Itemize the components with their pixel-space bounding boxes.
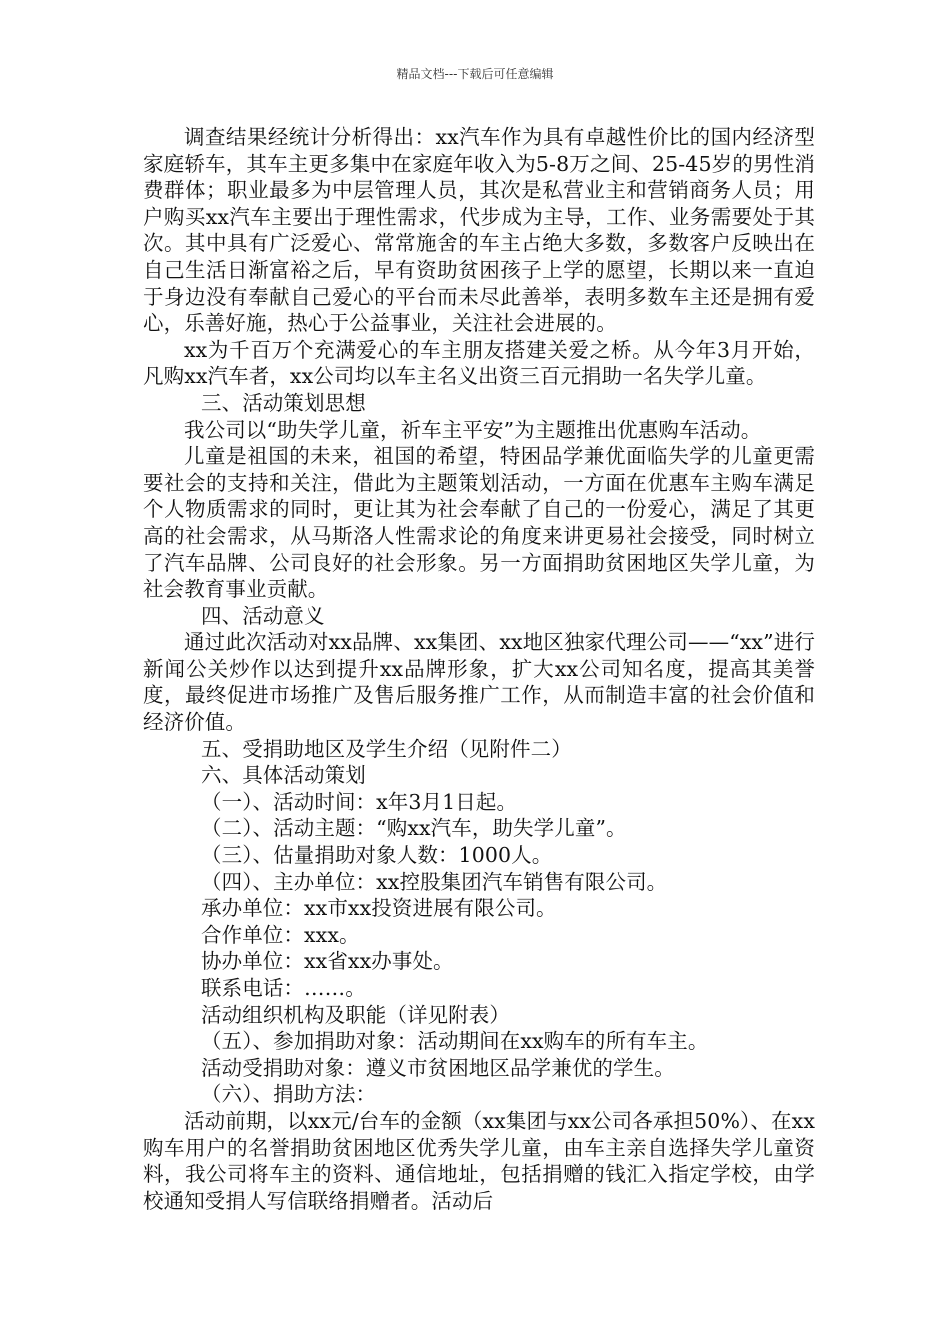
- section-heading-4: 四、活动意义: [201, 603, 325, 628]
- paragraph-donation-process: 活动前期，以xx元/台车的金额（xx集团与xx公司各承担50%）、在xx购车用户的名誉捐助贫困地区优秀失学儿童，由车主亲自选择失学儿童资料，我公司将车主的资料、通信地址，包括捐赠的钱汇入指定学校，由学校通知受捐人写信联络捐赠者。活动后: [143, 1108, 815, 1213]
- list-item-partner: 合作单位：xxx。: [201, 922, 360, 947]
- paragraph-bridge-of-love: xx为千百万个充满爱心的车主朋友搭建关爱之桥。从今年3月开始，凡购xx汽车者，xx公司均以车主名义出资三百元捐助一名失学儿童。: [143, 337, 815, 389]
- list-item-organization: 活动组织机构及职能（详见附表）: [201, 1002, 510, 1027]
- list-item-organizer: （四）、主办单位：xx控股集团汽车销售有限公司。: [201, 869, 668, 894]
- paragraph-survey-results: 调查结果经统计分析得出：xx汽车作为具有卓越性价比的国内经济型家庭轿车，其车主更多集中在家庭年收入为5-8万之间、25-45岁的男性消费群体；职业最多为中层管理人员，其次是私营业主和营销商务人员；用户购买xx汽车主要出于理性需求，代步成为主导，工作、业务需要处于其次。其中具有广泛爱心、常常施舍的车主占绝大多数，多数客户反映出在自己生活日渐富裕之后，早有资助贫困孩子上学的愿望，长期以来一直迫于身边没有奉献自己爱心的平台而未尽此善举，表明多数车主还是拥有爱心，乐善好施，热心于公益事业，关注社会进展的。: [143, 125, 815, 336]
- list-item-activity-theme: （二）、活动主题：“购xx汽车，助失学儿童”。: [201, 816, 627, 841]
- list-item-contact-phone: 联系电话：……。: [201, 976, 366, 1000]
- document-body: [143, 124, 815, 1214]
- section-heading-3: 三、活动策划思想: [201, 390, 366, 415]
- list-item-activity-time: （一）、活动时间：x年3月1日起。: [201, 789, 518, 814]
- list-item-beneficiaries: 活动受捐助对象：遵义市贫困地区品学兼优的学生。: [201, 1055, 675, 1080]
- paragraph-significance: 通过此次活动对xx品牌、xx集团、xx地区独家代理公司——“xx”进行新闻公关炒作以达到提升xx品牌形象，扩大xx公司知名度，提高其美誉度，最终促进市场推广及售后服务推广工作，从而制造丰富的社会价值和经济价值。: [143, 630, 815, 735]
- list-item-recipient-count: （三）、估量捐助对象人数：1000人。: [201, 843, 553, 868]
- list-item-undertaker: 承办单位：xx市xx投资进展有限公司。: [201, 896, 557, 921]
- section-heading-6: 六、具体活动策划: [201, 763, 366, 788]
- page-header: 精品文档---下载后可任意编辑: [396, 67, 554, 81]
- list-item-donation-method: （六）、捐助方法：: [201, 1082, 377, 1107]
- list-item-co-organizer: 协办单位：xx省xx办事处。: [201, 949, 454, 974]
- paragraph-theme: 我公司以“助失学儿童，祈车主平安”为主题推出优惠购车活动。: [184, 417, 762, 442]
- paragraph-children-future: 儿童是祖国的未来，祖国的希望，特困品学兼优面临失学的儿童更需要社会的支持和关注，借此为主题策划活动，一方面在优惠车主购车满足个人物质需求的同时，更让其为社会奉献了自己的一份爱心，满足了其更高的社会需求，从马斯洛人性需求论的角度来讲更易社会接受，同时树立了汽车品牌、公司良好的社会形象。另一方面捐助贫困地区失学儿童，为社会教育事业贡献。: [143, 444, 815, 602]
- section-heading-5: 五、受捐助地区及学生介绍（见附件二）: [201, 736, 572, 761]
- list-item-participants: （五）、参加捐助对象：活动期间在xx购车的所有车主。: [201, 1029, 709, 1054]
